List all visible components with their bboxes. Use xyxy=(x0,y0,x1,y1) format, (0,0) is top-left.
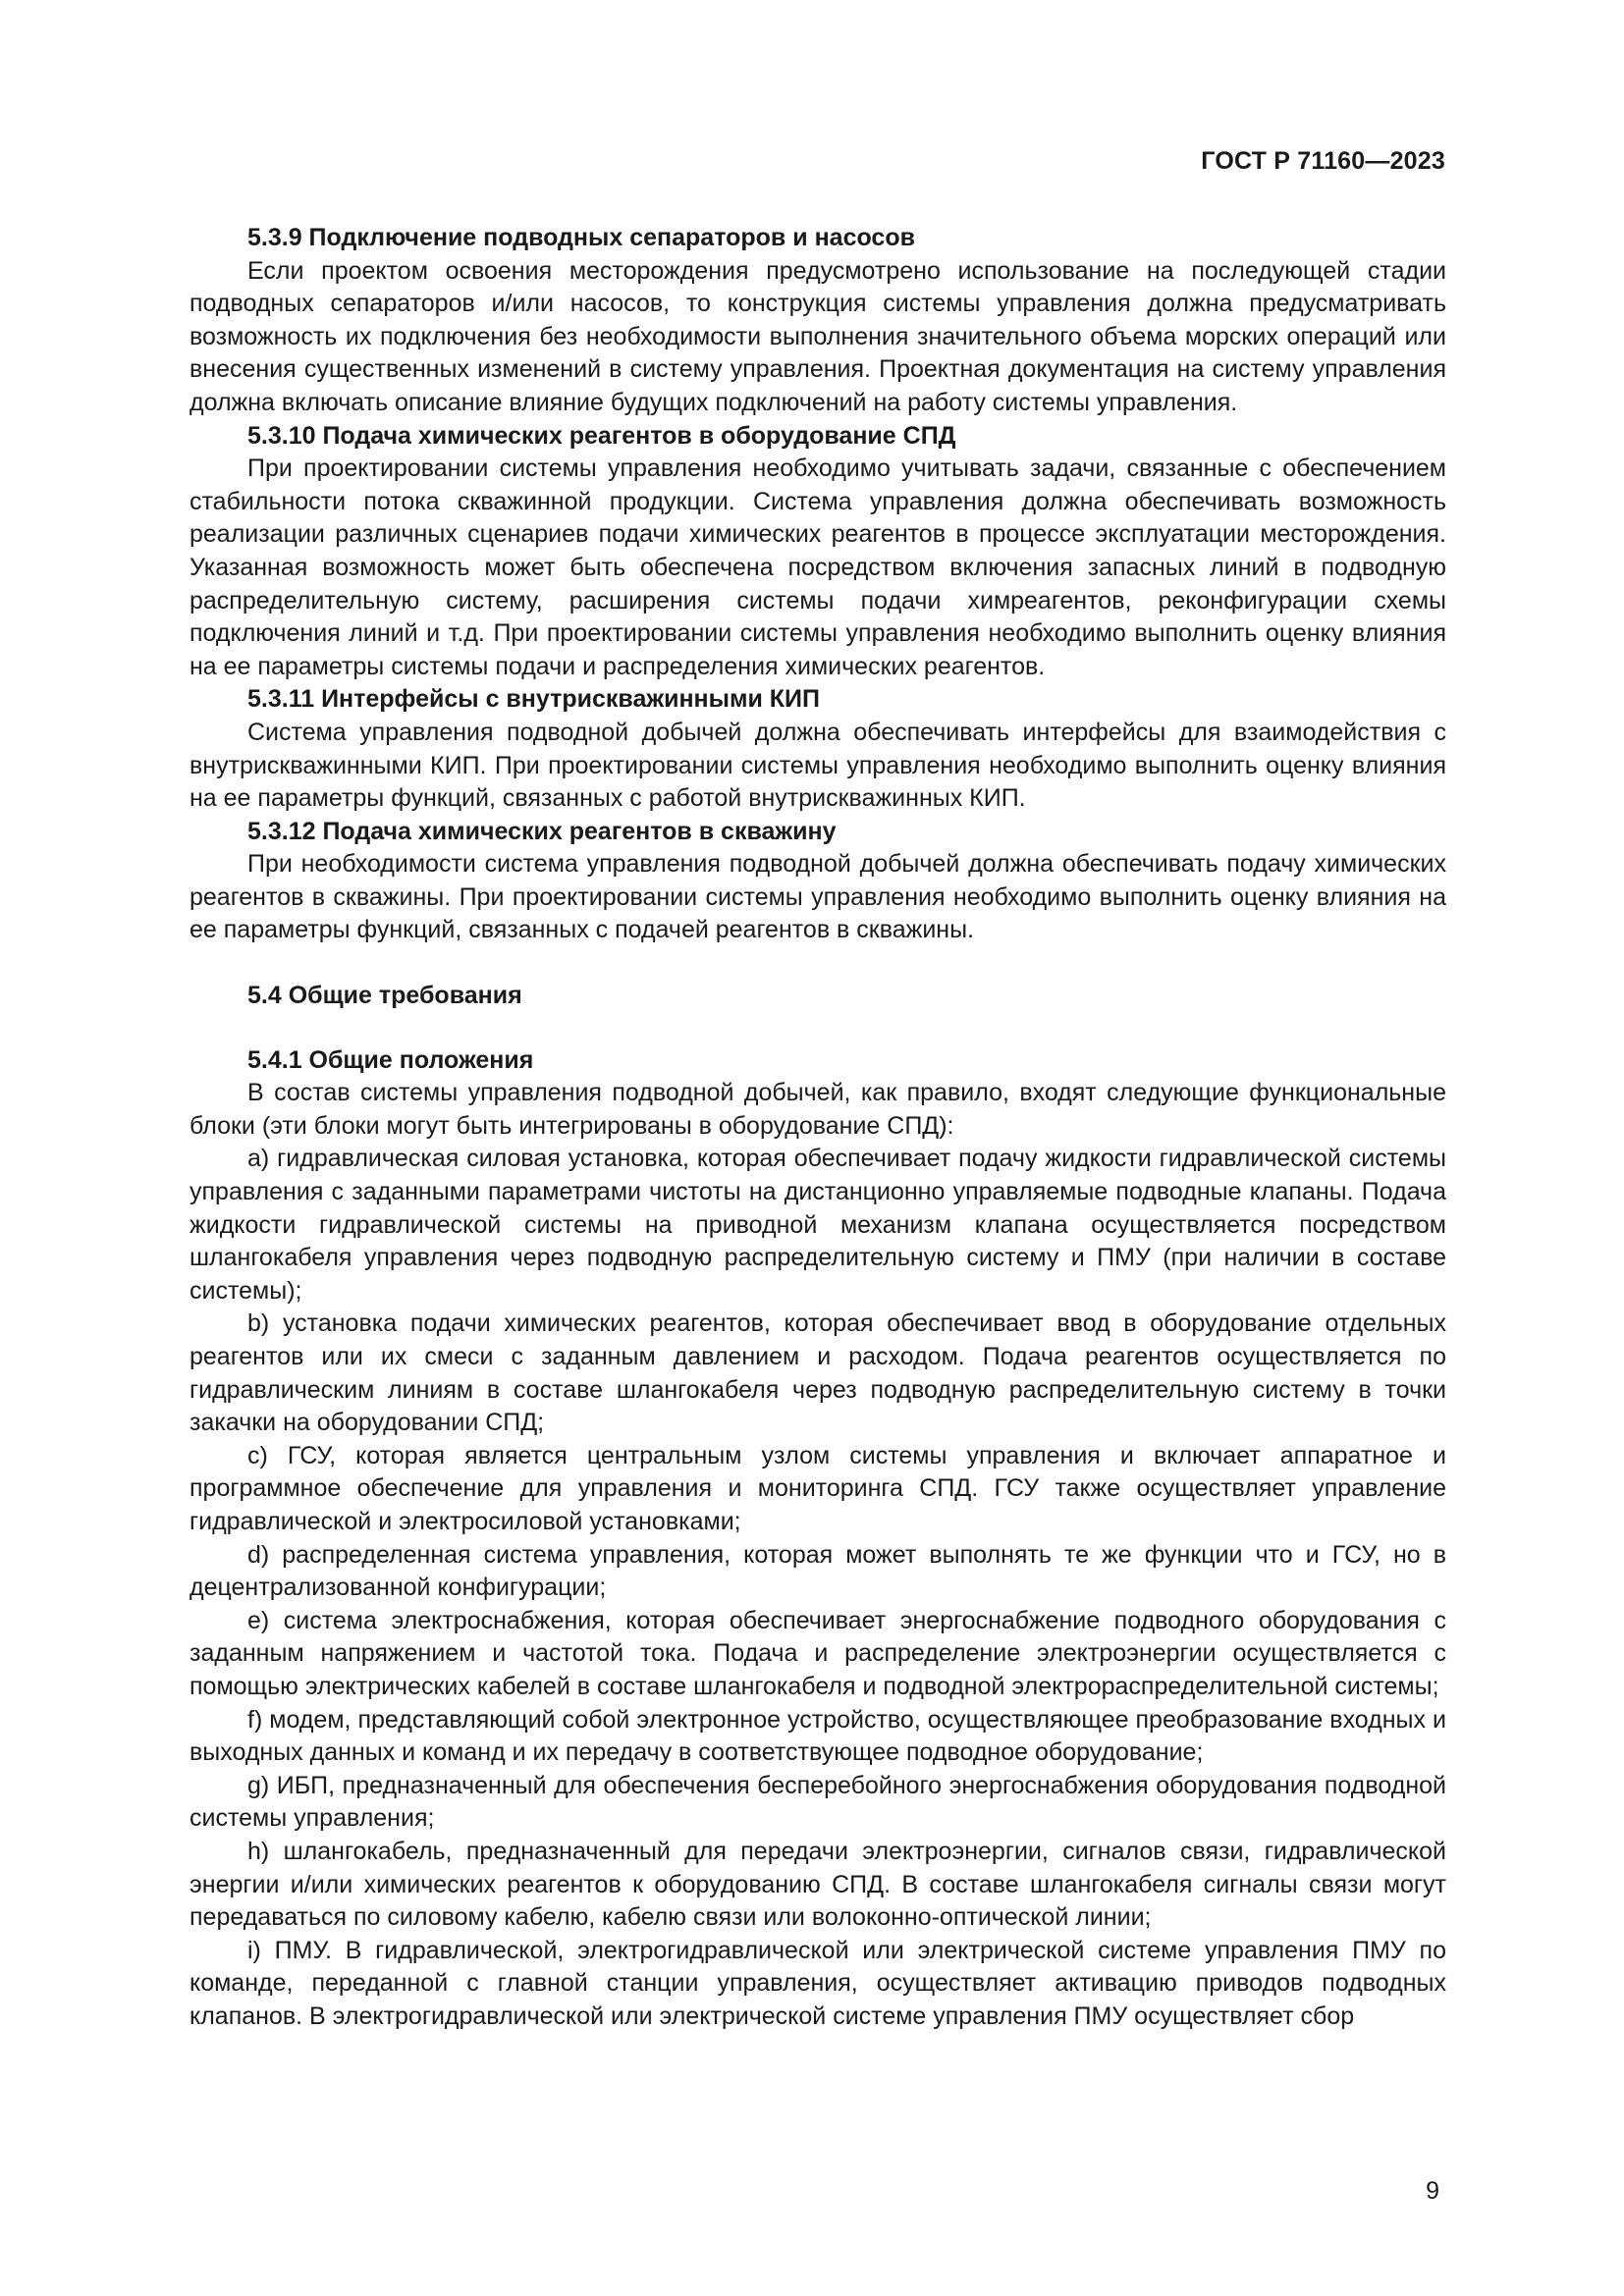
document-body xyxy=(189,222,1446,2033)
list-item: h) шлангокабель, предназначенный для передачи электроэнергии, сигналов связи, гидравлической энергии и/или химических реагентов к оборудованию СПД. В составе шлангокабеля сигналы связи могут передаваться по силовому кабелю, кабелю связи или волоконно-оптической линии; xyxy=(189,1837,1446,1932)
list-item: d) распределенная система управления, которая может выполнять те же функции что и ГСУ, но в децентрализованной конфигурации; xyxy=(189,1540,1446,1602)
list-item: i) ПМУ. В гидравлической, электрогидравлической или электрической системе управления ПМУ по команде, переданной с главной станции управления, осуществляет активацию приводов подводных клапанов. В электрогидравлической или электрической системе управления ПМУ осуществляет сбор xyxy=(189,1936,1446,2030)
list-item: g) ИБП, предназначенный для обеспечения бесперебойного энергоснабжения оборудования подводной системы управления; xyxy=(189,1771,1446,1833)
list-item: b) установка подачи химических реагентов, которая обеспечивает ввод в оборудование отдельных реагентов или их смеси с заданным давлением и расходом. Подача реагентов осуществляется по гидравлическим линиям в составе шлангокабеля через подводную распределительную систему в точки закачки на оборудовании СПД; xyxy=(189,1309,1446,1437)
paragraph: При необходимости система управления подводной добычей должна обеспечивать подачу химических реагентов в скважины. При проектировании системы управления необходимо выполнить оценку влияния на ее параметры функций, связанных с подачей реагентов в скважины. xyxy=(189,850,1446,944)
section-heading-5-4-1: 5.4.1 Общие положения xyxy=(247,1045,534,1074)
paragraph: Если проектом освоения месторождения предусмотрено использование на последующей стадии подводных сепараторов и/или насосов, то конструкция системы управления должна предусматривать возможность их подключения без необходимости выполнения значительного объема морских операций или внесения существенных изменений в систему управления. Проектная документация на систему управления должна включать описание влияние будущих подключений на работу системы управления. xyxy=(189,256,1446,416)
paragraph: При проектировании системы управления необходимо учитывать задачи, связанные с обеспечением стабильности потока скважинной продукции. Система управления должна обеспечивать возможность реализации различных сценариев подачи химических реагентов в процессе эксплуатации месторождения. Указанная возможность может быть обеспечена посредством включения запасных линий в подводную распределительную систему, расширения системы подачи химреагентов, реконфигурации схемы подключения линий и т.д. При проектировании системы управления необходимо выполнить оценку влияния на ее параметры системы подачи и распределения химических реагентов. xyxy=(189,454,1446,680)
section-heading-5-4: 5.4 Общие требования xyxy=(247,982,522,1010)
paragraph: Система управления подводной добычей должна обеспечивать интерфейсы для взаимодействия с внутрискважинными КИП. При проектировании системы управления необходимо выполнить оценку влияния на ее параметры функций, связанных с работой внутрискважинных КИП. xyxy=(189,718,1446,813)
list-item: e) система электроснабжения, которая обеспечивает энергоснабжение подводного оборудования с заданным напряжением и частотой тока. Подача и распределение электроэнергии осуществляется с помощью электрических кабелей в составе шлангокабеля и подводной электрораспределительной системы; xyxy=(189,1606,1446,1700)
page-number: 9 xyxy=(1426,2177,1439,2205)
section-heading-5-3-12: 5.3.12 Подача химических реагентов в скважину xyxy=(247,817,837,845)
list-item: a) гидравлическая силовая установка, которая обеспечивает подачу жидкости гидравлической системы управления с заданными параметрами чистоты на дистанционно управляемые подводные клапаны. Подача жидкости гидравлической системы на приводной механизм клапана осуществляется посредством шлангокабеля управления через подводную распределительную систему и ПМУ (при наличии в составе системы); xyxy=(189,1145,1446,1305)
paragraph: В состав системы управления подводной добычей, как правило, входят следующие функциональные блоки (эти блоки могут быть интегрированы в оборудование СПД): xyxy=(189,1079,1446,1140)
section-heading-5-3-9: 5.3.9 Подключение подводных сепараторов и насосов xyxy=(247,224,915,251)
list-item: c) ГСУ, которая является центральным узлом системы управления и включает аппаратное и программное обеспечение для управления и мониторинга СПД. ГСУ также осуществляет управление гидравлической и электросиловой установками; xyxy=(189,1441,1446,1535)
section-heading-5-3-10: 5.3.10 Подача химических реагентов в оборудование СПД xyxy=(247,421,956,450)
section-heading-5-3-11: 5.3.11 Интерфейсы с внутрискважинными КИП xyxy=(247,685,820,714)
list-item: f) модем, представляющий собой электронное устройство, осуществляющее преобразование входных и выходных данных и команд и их передачу в соответствующее подводное оборудование; xyxy=(189,1705,1446,1767)
standard-designation: ГОСТ Р 71160—2023 xyxy=(1201,147,1445,175)
